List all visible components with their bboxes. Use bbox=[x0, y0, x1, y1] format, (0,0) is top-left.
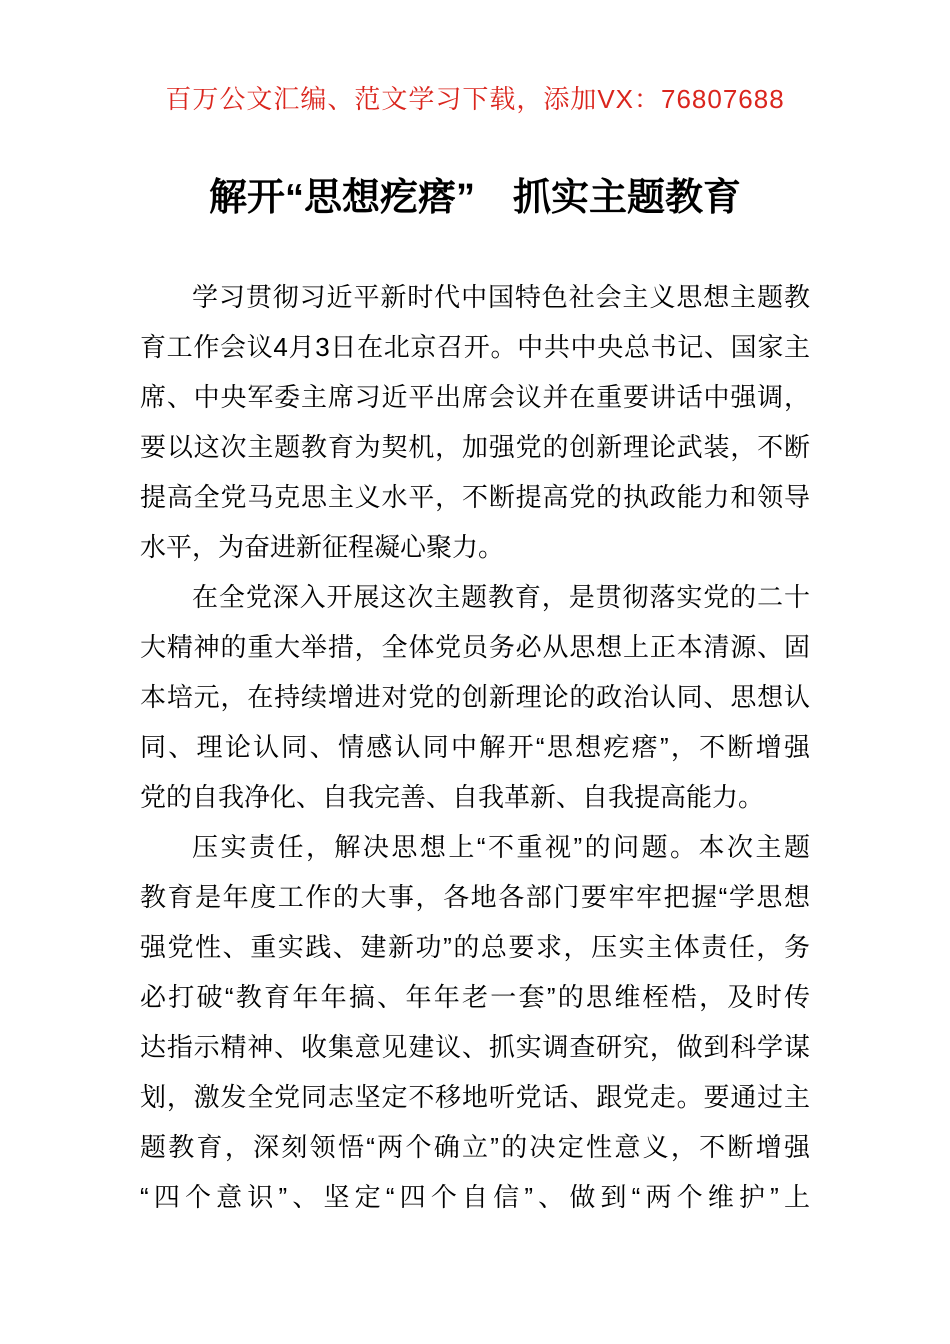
text-line: 在全党深入开展这次主题教育，是贯彻落实党的二十 bbox=[192, 582, 810, 612]
text-line: 本培元，在持续增进对党的创新理论的政治认同、思想认 bbox=[140, 682, 810, 712]
text-line: 划，激发全党同志坚定不移地听党话、跟党走。要通过主 bbox=[140, 1082, 810, 1112]
text-line: 学习贯彻习近平新时代中国特色社会主义思想主题教 bbox=[192, 282, 810, 312]
paragraph-1 bbox=[140, 272, 810, 572]
text-line: 席、中央军委主席习近平出席会议并在重要讲话中强调， bbox=[140, 382, 810, 412]
text-line: 教育是年度工作的大事，各地各部门要牢牢把握“学思想 bbox=[140, 882, 810, 912]
text-line: 党的自我净化、自我完善、自我革新、自我提高能力。 bbox=[140, 782, 765, 812]
text-line: 题教育，深刻领悟“两个确立”的决定性意义，不断增强 bbox=[140, 1132, 810, 1162]
text-line: 要以这次主题教育为契机，加强党的创新理论武装，不断 bbox=[140, 432, 810, 462]
text-line: 同、理论认同、情感认同中解开“思想疙瘩”，不断增强 bbox=[140, 732, 810, 762]
text-line: 育工作会议4月3日在北京召开。中共中央总书记、国家主 bbox=[140, 332, 810, 362]
text-line: 必打破“教育年年搞、年年老一套”的思维桎梏，及时传 bbox=[140, 982, 810, 1012]
text-line: 强党性、重实践、建新功”的总要求，压实主体责任，务 bbox=[140, 932, 810, 962]
text-line: 大精神的重大举措，全体党员务必从思想上正本清源、固 bbox=[140, 632, 810, 662]
document-body bbox=[140, 272, 810, 1222]
text-line: 压实责任，解决思想上“不重视”的问题。本次主题 bbox=[192, 832, 810, 862]
text-line: 水平，为奋进新征程凝心聚力。 bbox=[140, 532, 505, 562]
text-line: “四个意识”、坚定“四个自信”、做到“两个维护”上 bbox=[140, 1182, 810, 1212]
paragraph-2 bbox=[140, 572, 810, 822]
promo-header-text: 百万公文汇编、范文学习下载，添加VX：76807688 bbox=[165, 84, 785, 114]
document-title: 解开“思想疙瘩” 抓实主题教育 bbox=[208, 177, 741, 219]
text-line: 提高全党马克思主义水平，不断提高党的执政能力和领导 bbox=[140, 482, 810, 512]
text-line: 达指示精神、收集意见建议、抓实调查研究，做到科学谋 bbox=[140, 1032, 810, 1062]
paragraph-3 bbox=[140, 822, 810, 1222]
